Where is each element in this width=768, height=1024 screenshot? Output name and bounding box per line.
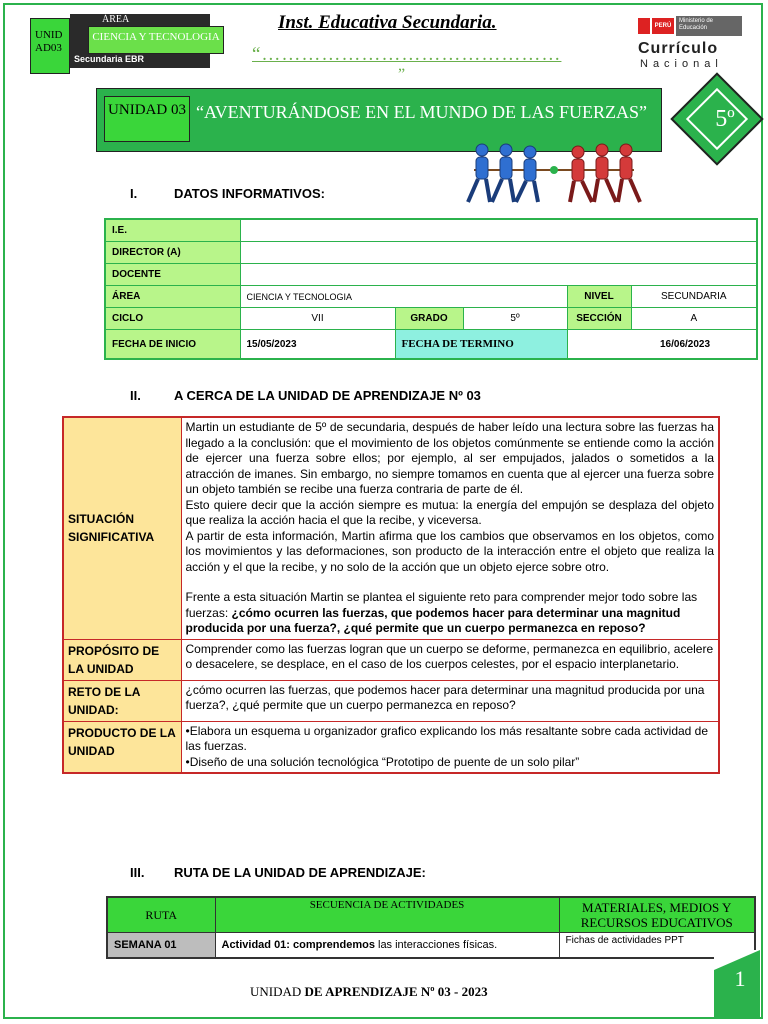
situacion-label: SITUACIÓN SIGNIFICATIVA xyxy=(63,417,181,639)
institution-name: Inst. Educativa Secundaria. xyxy=(278,12,497,33)
situacion-paragraph-4: Frente a esta situación Martin se plantea el siguiente reto para comprender mejor todo sobre las fuerzas: ¿cómo ocurren las fuerzas, que podemos hacer para determinar una magnitud producida por una fuerza?, ¿qué permite que un cuerpo permanezca en reposo? xyxy=(185,590,698,635)
badge-unit: UNID AD03 xyxy=(30,18,70,74)
nivel-value: SECUNDARIA xyxy=(631,286,757,308)
producto-label: PRODUCTO DE LA UNIDAD xyxy=(63,721,181,773)
badge-course: CIENCIA Y TECNOLOGIA xyxy=(88,26,224,54)
table-row xyxy=(105,286,757,308)
badge-area-label: ÁREA xyxy=(102,14,130,25)
grade-label: 5º xyxy=(715,106,735,132)
table-row xyxy=(107,897,755,933)
situacion-paragraph-3: A partir de esta información, Martin afirma que los cambios que observamos en los objetos, como los movimientos y las deformaciones, son producto de la interacción entre el objeto que realiza la acción y el que la recibe, y no solo de la acción que un objeto ejerce sobre otro. xyxy=(185,528,714,574)
termino-label: FECHA DE TERMINO xyxy=(395,330,567,360)
tug-of-war-icon xyxy=(464,140,644,208)
ie-label: I.E. xyxy=(105,219,240,242)
table-row xyxy=(63,721,719,773)
grado-value: 5º xyxy=(463,308,567,330)
table-row xyxy=(105,242,757,264)
director-value xyxy=(240,242,757,264)
logo-curriculo: Currículo xyxy=(638,40,719,57)
director-label: DIRECTOR (A) xyxy=(105,242,240,264)
logo-peru: PERÚ xyxy=(652,18,674,34)
producto-text xyxy=(181,721,719,773)
situacion-text xyxy=(181,417,719,639)
area-label: ÁREA xyxy=(105,286,240,308)
table-row xyxy=(105,264,757,286)
reto-text: ¿cómo ocurren las fuerzas, que podemos hacer para determinar una magnitud producida por una fuerza?, ¿qué permite que un cuerpo permanezca en reposo? xyxy=(181,680,719,721)
table-row xyxy=(63,417,719,639)
docente-label: DOCENTE xyxy=(105,264,240,286)
week-label: SEMANA 01 xyxy=(107,933,215,959)
page-number: 1 xyxy=(734,966,746,991)
table-row xyxy=(105,308,757,330)
unit-number: UNIDAD 03 xyxy=(104,96,190,142)
area-value: CIENCIA Y TECNOLOGIA xyxy=(240,286,567,308)
motto-close-quote: ” xyxy=(398,66,406,83)
section-2-heading xyxy=(130,388,481,403)
reto-label: RETO DE LA UNIDAD: xyxy=(63,680,181,721)
seccion-label: SECCIÓN xyxy=(567,308,631,330)
termino-value: 16/06/2023 xyxy=(567,330,757,360)
activity-cell: Actividad 01: comprendemos las interacciones físicas. xyxy=(215,933,559,959)
proposito-label: PROPÓSITO DE LA UNIDAD xyxy=(63,639,181,680)
peru-flag-icon xyxy=(638,18,650,34)
curriculo-nacional-logo xyxy=(634,14,744,72)
logo-nacional: Nacional xyxy=(640,58,723,70)
table-row xyxy=(107,933,755,959)
section-2-title: A CERCA DE LA UNIDAD DE APRENDIZAJE Nº 03 xyxy=(174,388,481,403)
seccion-value: A xyxy=(631,308,757,330)
table-row xyxy=(105,330,757,360)
table-row xyxy=(63,639,719,680)
datos-informativos-table xyxy=(104,218,758,360)
section-3-title: RUTA DE LA UNIDAD DE APRENDIZAJE: xyxy=(174,865,426,880)
situacion-paragraph-1: Martin un estudiante de 5º de secundaria, después de haber leído una lectura sobre las fuerzas ha llegado a la conclusión: que el movimiento de los objetos comúnmente se entiende como la acción de ejercer una fuerza sobre ellos; por ejemplo, al ser empujados, jalados o sometidos a la atracción de imanes. Sin embargo, no siempre tomamos en cuenta que al ejercer una fuerza sobre un objeto también se recibe una fuerza contraria de parte de él. xyxy=(185,420,714,496)
col-materiales: MATERIALES, MEDIOS Y RECURSOS EDUCATIVOS xyxy=(559,897,755,933)
table-row xyxy=(105,219,757,242)
ciclo-value: VII xyxy=(240,308,395,330)
col-secuencia: SECUENCIA DE ACTIVIDADES xyxy=(215,897,559,933)
col-ruta: RUTA xyxy=(107,897,215,933)
table-row xyxy=(63,680,719,721)
section-3-heading xyxy=(130,865,426,880)
section-1-number: I. xyxy=(130,186,138,201)
producto-item: •Elabora un esquema u organizador grafico explicando los más resaltante sobre cada actividad de las fuerzas. xyxy=(185,723,709,753)
ciclo-label: CICLO xyxy=(105,308,240,330)
nivel-label: NIVEL xyxy=(567,286,631,308)
section-1-title: DATOS INFORMATIVOS: xyxy=(174,186,325,201)
badge-level: Secundaria EBR xyxy=(74,54,145,64)
section-3-number: III. xyxy=(130,865,145,880)
section-1-heading xyxy=(130,186,325,201)
logo-ministry: Ministerio de Educación xyxy=(676,16,742,36)
ruta-table xyxy=(106,896,756,959)
situacion-paragraph-2: Esto quiere decir que la acción siempre es mutua: la energía del empujón se desplaza del objeto que realiza la acción hacia el que la recibe, y viceversa. xyxy=(185,497,714,527)
docente-value xyxy=(240,264,757,286)
inicio-value: 15/05/2023 xyxy=(240,330,395,360)
footer: UNIDAD DE APRENDIZAJE Nº 03 - 2023 xyxy=(250,984,488,999)
proposito-text: Comprender como las fuerzas logran que un cuerpo se deforme, permanezca en equilibrio, acelere o desacelere, se desplace, en el caso de los cuerpos celestes, por el espacio interplanetario. xyxy=(181,639,719,680)
motto-placeholder: “……………………………………… xyxy=(252,44,562,65)
grado-label: GRADO xyxy=(395,308,463,330)
unidad-table xyxy=(62,416,720,774)
ie-value xyxy=(240,219,757,242)
section-2-number: II. xyxy=(130,388,141,403)
unit-title: “AVENTURÁNDOSE EN EL MUNDO DE LAS FUERZAS” xyxy=(196,102,647,122)
producto-item: •Diseño de una solución tecnológica “Prototipo de puente de un solo pilar” xyxy=(185,754,580,769)
inicio-label: FECHA DE INICIO xyxy=(105,330,240,360)
materials-cell: Fichas de actividades PPT xyxy=(559,933,755,959)
